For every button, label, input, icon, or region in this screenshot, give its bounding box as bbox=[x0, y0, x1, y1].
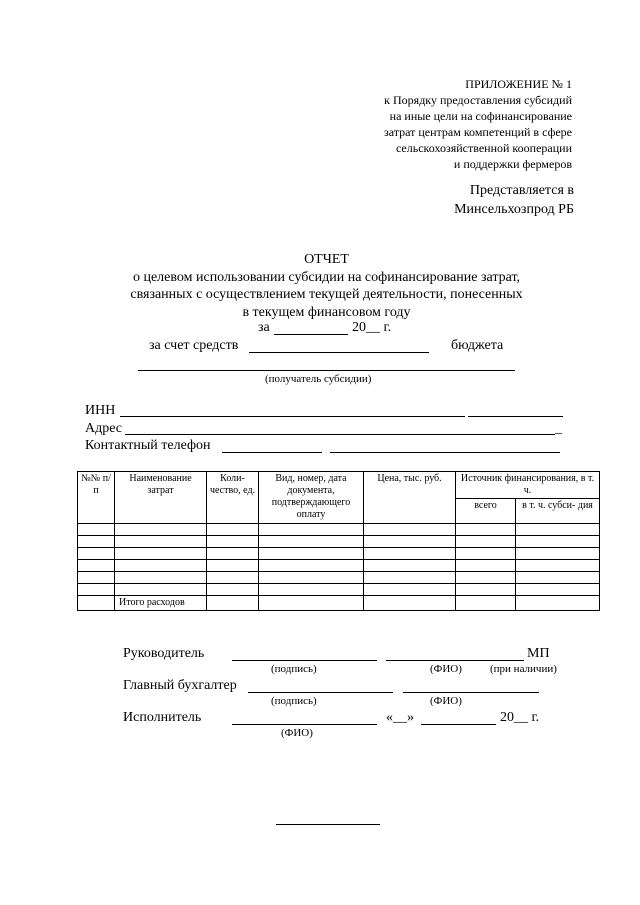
period-blank[interactable] bbox=[274, 334, 348, 335]
date-year: 20__ г. bbox=[500, 710, 540, 725]
header-price: Цена, тыс. руб. bbox=[364, 472, 456, 524]
phone-extra-field[interactable] bbox=[330, 452, 560, 453]
appendix-line: на иные цели на софинансирование bbox=[389, 109, 572, 123]
inn-label: ИНН bbox=[85, 403, 116, 418]
header-doc: Вид, номер, дата документа, подтверждающего оплату bbox=[259, 472, 364, 524]
sign-caption: (подпись) bbox=[271, 663, 317, 675]
chief-accountant-label: Главный бухгалтер bbox=[123, 678, 237, 693]
header-qty: Коли- чество, ед. bbox=[207, 472, 259, 524]
report-title-block bbox=[0, 251, 640, 321]
table-total-row bbox=[78, 596, 600, 611]
executor-label: Исполнитель bbox=[123, 710, 202, 725]
total-label: Итого расходов bbox=[115, 596, 207, 611]
header-source-subsidy: в т. ч. субси- дия bbox=[516, 499, 600, 524]
head-label: Руководитель bbox=[123, 646, 205, 661]
table-row bbox=[78, 536, 600, 548]
date-month-field[interactable] bbox=[421, 724, 496, 725]
submitted-to-line1: Представляется в bbox=[469, 183, 574, 198]
report-subtitle-line: в текущем финансовом году bbox=[242, 304, 411, 320]
table-row bbox=[78, 584, 600, 596]
address-end: _ bbox=[555, 421, 562, 436]
appendix-line: к Порядку предоставления субсидий bbox=[384, 93, 572, 107]
period-year: 20__ г. bbox=[352, 320, 392, 335]
funds-blank[interactable] bbox=[249, 352, 429, 353]
header-name: Наименование затрат bbox=[115, 472, 207, 524]
if-any-caption: (при наличии) bbox=[490, 663, 557, 675]
address-label: Адрес bbox=[85, 421, 123, 436]
executor-fio-field[interactable] bbox=[232, 724, 377, 725]
appendix-block bbox=[384, 76, 572, 172]
fio-caption: (ФИО) bbox=[430, 663, 462, 675]
appendix-line: сельскохозяйственной кооперации bbox=[395, 141, 572, 155]
recipient-blank[interactable] bbox=[138, 370, 515, 371]
submitted-to-line2: Минсельхозпрод РБ bbox=[454, 202, 574, 217]
appendix-line: и поддержки фермеров bbox=[453, 157, 572, 171]
funds-prefix: за счет средств bbox=[149, 338, 239, 353]
closing-rule bbox=[276, 824, 380, 825]
phone-field[interactable] bbox=[222, 452, 322, 453]
header-source-total: всего bbox=[456, 499, 516, 524]
submitted-to-block bbox=[454, 181, 574, 219]
appendix-title: ПРИЛОЖЕНИЕ № 1 bbox=[465, 77, 572, 91]
address-field[interactable] bbox=[125, 434, 555, 435]
table-row bbox=[78, 572, 600, 584]
phone-label: Контактный телефон bbox=[85, 438, 211, 453]
fio-caption: (ФИО) bbox=[281, 727, 313, 739]
inn-extra-field[interactable] bbox=[468, 416, 563, 417]
expense-table bbox=[77, 471, 600, 611]
report-title: ОТЧЕТ bbox=[304, 252, 349, 267]
appendix-line: затрат центрам компетенций в сфере bbox=[383, 125, 572, 139]
report-subtitle-line: о целевом использовании субсидии на софинансирование затрат, bbox=[132, 269, 521, 285]
header-num: №№ п/п bbox=[78, 472, 115, 524]
report-subtitle-line: связанных с осуществлением текущей деятельности, понесенных bbox=[130, 287, 523, 302]
header-source: Источник финансирования, в т. ч. bbox=[456, 472, 600, 499]
funds-suffix: бюджета bbox=[451, 338, 504, 353]
table-row bbox=[78, 548, 600, 560]
recipient-caption: (получатель субсидии) bbox=[265, 373, 372, 385]
chief-fio-field[interactable] bbox=[403, 692, 539, 693]
date-quote: «__» bbox=[386, 710, 414, 725]
mp-label: МП bbox=[527, 646, 550, 661]
head-sign-field[interactable] bbox=[232, 660, 377, 661]
chief-sign-field[interactable] bbox=[248, 692, 393, 693]
table-header-row bbox=[78, 472, 600, 499]
table-row bbox=[78, 560, 600, 572]
head-fio-field[interactable] bbox=[386, 660, 524, 661]
inn-field[interactable] bbox=[120, 416, 465, 417]
period-prefix: за bbox=[258, 320, 270, 335]
fio-caption: (ФИО) bbox=[430, 695, 462, 707]
table-row bbox=[78, 524, 600, 536]
sign-caption: (подпись) bbox=[271, 695, 317, 707]
